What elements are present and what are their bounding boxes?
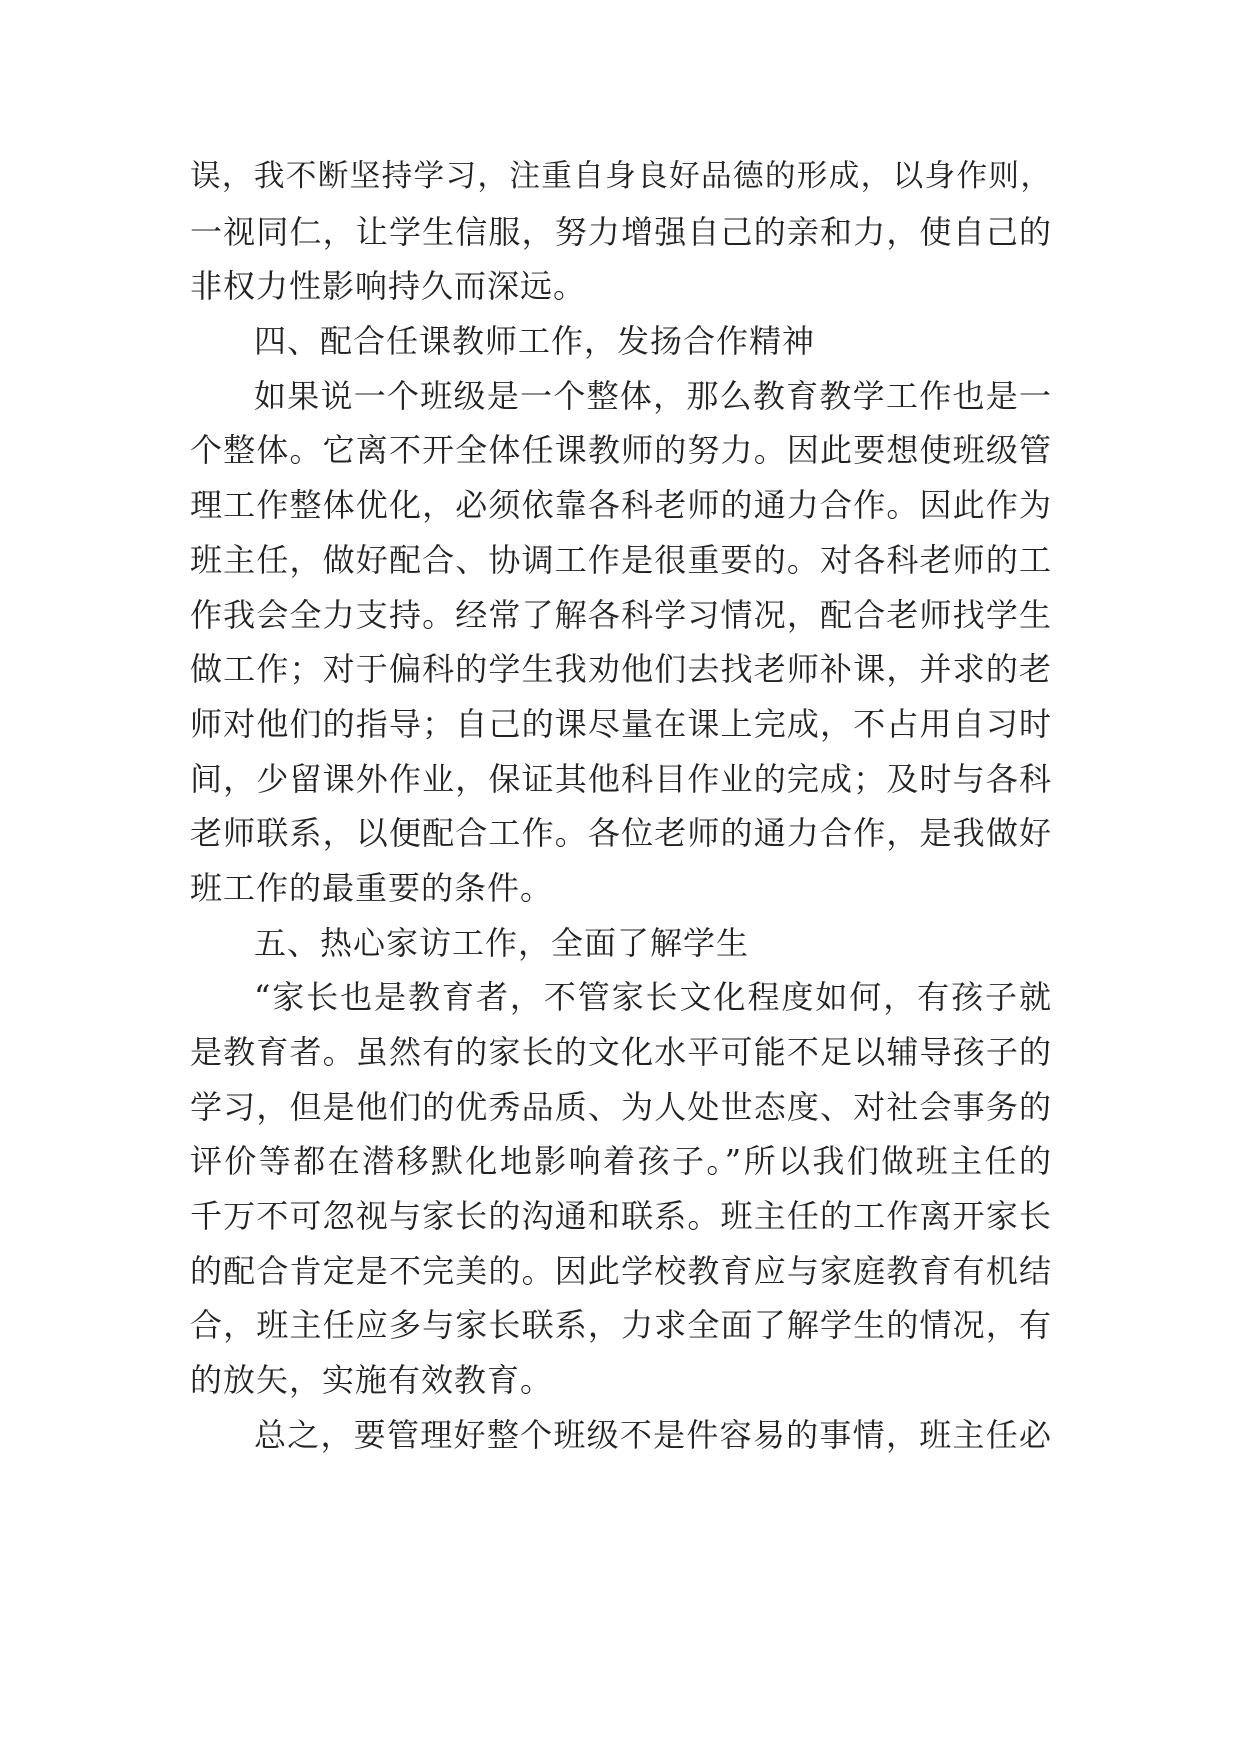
text-line: “家长也是教育者，不管家长文化程度如何，有孩子就 (254, 978, 1052, 1017)
text-line: 个整体。它离不开全体任课教师的努力。因此要想使班级管 (190, 431, 1052, 470)
text-line: 合，班主任应多与家长联系，力求全面了解学生的情况，有 (190, 1306, 1052, 1345)
text-line: 做工作；对于偏科的学生我劝他们去找老师补课，并求的老 (190, 650, 1052, 689)
section-heading: 五、热心家访工作，全面了解学生 (254, 923, 750, 962)
text-line: 评价等都在潜移默化地影响着孩子。”所以我们做班主任的 (190, 1142, 1052, 1181)
text-line: 作我会全力支持。经常了解各科学习情况，配合老师找学生 (190, 595, 1052, 634)
text-line: 如果说一个班级是一个整体，那么教育教学工作也是一 (254, 376, 1052, 415)
text-line: 间，少留课外作业，保证其他科目作业的完成；及时与各科 (190, 759, 1052, 798)
text-line: 误，我不断坚持学习，注重自身良好品德的形成，以身作则， (190, 159, 1052, 194)
text-line: 师对他们的指导；自己的课尽量在课上完成，不占用自习时 (190, 704, 1052, 743)
text-line: 的配合肯定是不完美的。因此学校教育应与家庭教育有机结 (190, 1251, 1052, 1290)
section-heading: 四、配合任课教师工作，发扬合作精神 (254, 322, 816, 361)
text-line: 总之，要管理好整个班级不是件容易的事情，班主任必 (254, 1415, 1052, 1454)
text-line: 非权力性影响持久而深远。 (190, 267, 587, 306)
text-line: 千万不可忽视与家长的沟通和联系。班主任的工作离开家长 (190, 1197, 1052, 1236)
text-line: 老师联系，以便配合工作。各位老师的通力合作，是我做好 (190, 814, 1052, 853)
text-line: 理工作整体优化，必须依靠各科老师的通力合作。因此作为 (190, 486, 1052, 525)
text-line: 学习，但是他们的优秀品质、为人处世态度、对社会事务的 (190, 1087, 1052, 1126)
text-line: 的放矢，实施有效教育。 (190, 1361, 554, 1400)
text-line: 班工作的最重要的条件。 (190, 868, 554, 907)
text-line: 一视同仁，让学生信服，努力增强自己的亲和力，使自己的 (190, 212, 1052, 251)
text-line: 是教育者。虽然有的家长的文化水平可能不足以辅导孩子的 (190, 1033, 1052, 1071)
body-text (190, 150, 1052, 1463)
text-line: 班主任，做好配合、协调工作是很重要的。对各科老师的工 (190, 540, 1052, 579)
